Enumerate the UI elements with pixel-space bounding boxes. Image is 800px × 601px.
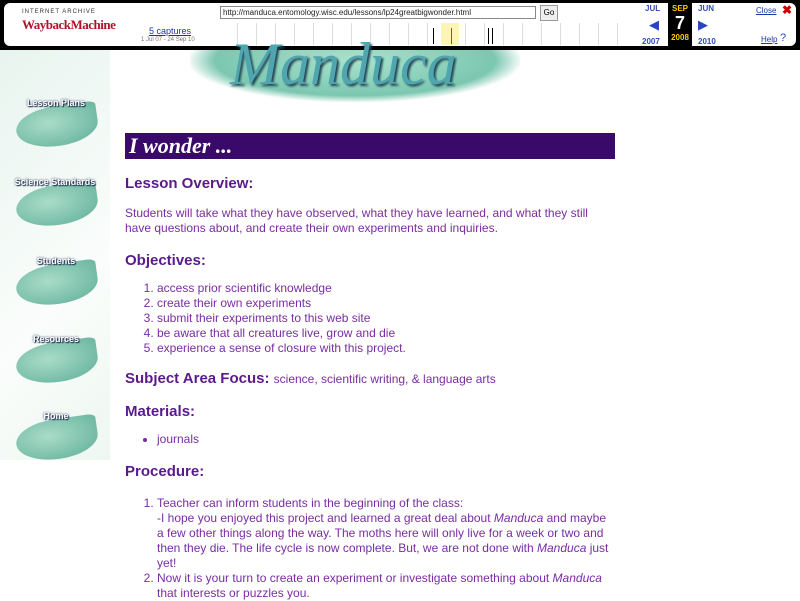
- sidebar-item-resources[interactable]: [10, 334, 102, 384]
- overview-text: Students will take what they have observed, what they have learned, and what they still have questions about, and create their own experiments and inquiries.: [125, 206, 588, 235]
- prev-year: 2007: [642, 37, 660, 46]
- objectives-heading: Objectives:: [125, 252, 206, 269]
- step-text: and maybe a few other things along the way. The moths here will only live for a week or two and then they die. The life cycle is now complete. But, we are not done with: [157, 511, 606, 555]
- leaf-icon: [14, 179, 101, 230]
- manduca-banner: [190, 31, 520, 102]
- capture-tick[interactable]: [492, 28, 493, 44]
- step-text: Manduca: [493, 511, 544, 525]
- leaf-icon: [14, 100, 101, 151]
- wayback-logo[interactable]: WaybackMachine: [22, 17, 116, 32]
- sidebar-item-label: Lesson Plans: [26, 98, 86, 108]
- sidebar-item-science-standards[interactable]: [0, 177, 110, 227]
- url-input[interactable]: [220, 6, 536, 19]
- subject-text: science, scientific writing, & language arts: [273, 372, 496, 386]
- next-year: 2010: [698, 37, 716, 46]
- sidebar-item-label: Students: [36, 256, 76, 266]
- list-item: [157, 571, 615, 601]
- banner-logo-text: Manduca: [230, 31, 457, 97]
- lesson-content: [125, 133, 615, 601]
- list-item: 5. experience a sense of closure with this project.: [157, 341, 615, 356]
- help-link[interactable]: Help: [761, 35, 778, 44]
- sidebar: [0, 50, 110, 460]
- list-item: 3. submit their experiments to this web site: [157, 311, 615, 326]
- step-text: Manduca: [552, 571, 602, 585]
- objectives-list: [125, 281, 615, 356]
- close-link[interactable]: Close: [756, 6, 777, 15]
- current-capture: [668, 3, 692, 46]
- subject-label: Subject Area Focus:: [125, 370, 270, 387]
- prev-month-link[interactable]: JUL: [645, 4, 661, 13]
- step-text: that interests or puzzles you.: [157, 586, 310, 600]
- capture-tick[interactable]: [488, 28, 489, 44]
- sidebar-item-label: Science Standards: [14, 177, 96, 187]
- next-arrow-icon[interactable]: ▶: [698, 17, 708, 32]
- materials-list: [125, 432, 615, 447]
- sidebar-item-lesson-plans[interactable]: [10, 98, 102, 148]
- leaf-icon: [14, 413, 101, 464]
- captures-link[interactable]: 5 captures: [149, 26, 192, 36]
- step-text: Now it is your turn to create an experiment or investigate something about: [157, 571, 553, 585]
- list-item: 2. create their own experiments: [157, 296, 615, 311]
- sidebar-item-label: Home: [43, 411, 69, 421]
- go-button[interactable]: Go: [540, 5, 558, 21]
- list-item: 4. be aware that all creatures live, grow and die: [157, 326, 615, 341]
- next-month-link[interactable]: JUN: [698, 4, 715, 13]
- list-item: [157, 496, 615, 571]
- prev-arrow-icon[interactable]: ◀: [649, 17, 659, 32]
- current-month: SEP: [671, 4, 688, 13]
- subject-heading: [125, 370, 615, 387]
- wayback-logo-top: INTERNET ARCHIVE: [22, 9, 96, 15]
- sidebar-item-students[interactable]: [10, 256, 102, 306]
- step-text: Manduca: [537, 541, 587, 555]
- sidebar-item-home[interactable]: [10, 411, 102, 461]
- overview-heading: Lesson Overview:: [125, 175, 254, 192]
- help-icon[interactable]: ?: [780, 32, 787, 44]
- current-day: 7: [674, 13, 685, 33]
- procedure-list: [125, 496, 615, 601]
- leaf-icon: [14, 336, 101, 387]
- page-title: I wonder ...: [125, 133, 615, 159]
- list-item: • journals: [157, 432, 615, 447]
- leaf-icon: [14, 258, 101, 309]
- current-year: 2008: [671, 33, 689, 42]
- list-item: 1. access prior scientific knowledge: [157, 281, 615, 296]
- sidebar-item-label: Resources: [32, 334, 80, 344]
- capture-range: 1 Jul 07 - 24 Sep 10: [141, 37, 195, 43]
- procedure-heading: Procedure:: [125, 463, 205, 480]
- step-text: -I hope you enjoyed this project and learned a great deal about: [157, 511, 494, 525]
- step-text: just yet!: [157, 541, 609, 570]
- close-icon[interactable]: ✖: [782, 3, 793, 17]
- step-text: Teacher can inform students in the beginning of the class:: [157, 496, 464, 510]
- materials-heading: Materials:: [125, 403, 196, 420]
